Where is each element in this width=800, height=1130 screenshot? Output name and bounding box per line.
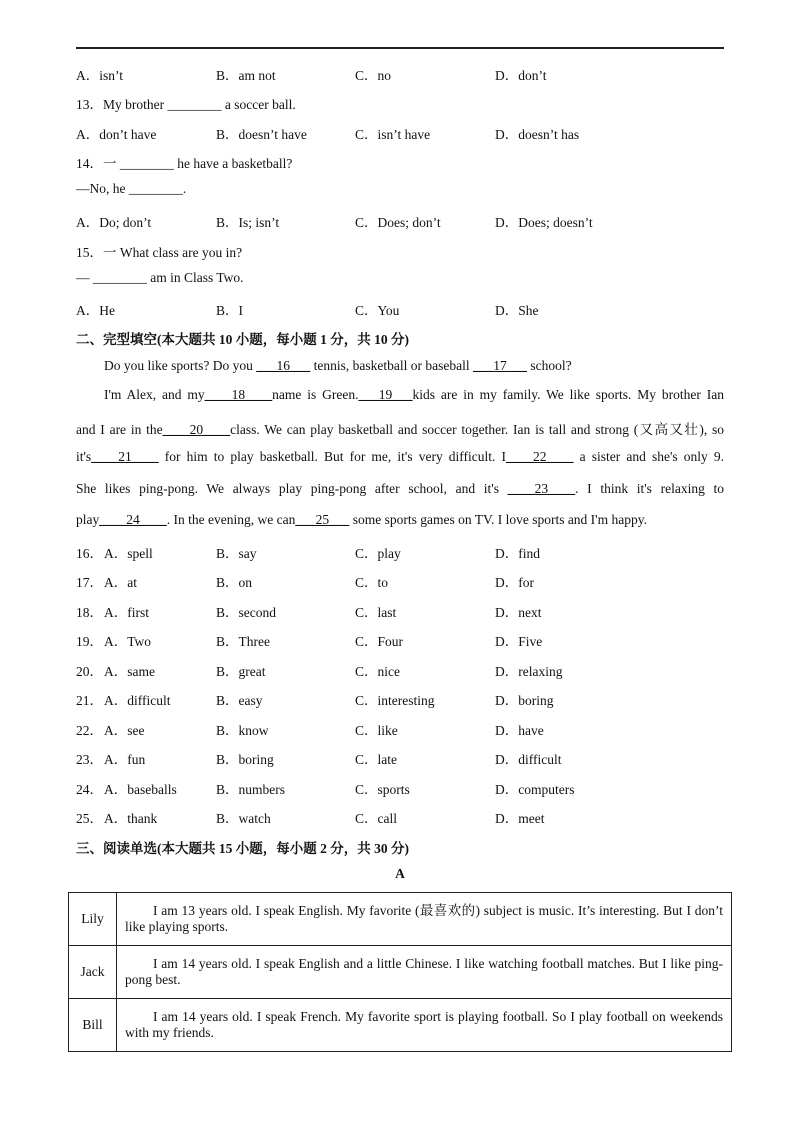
blank-17[interactable]: ___17___ — [472, 358, 527, 373]
cloze-option[interactable]: C．call — [355, 811, 397, 826]
cloze-option[interactable]: A．see — [104, 723, 145, 738]
cloze-option[interactable]: D．Five — [495, 634, 543, 649]
cloze-option[interactable]: B．boring — [216, 752, 274, 767]
cloze-option[interactable]: D．difficult — [495, 752, 562, 767]
cloze-item-number: 20． — [76, 664, 103, 679]
cloze-option[interactable]: D．boring — [495, 693, 554, 708]
q14-option-c[interactable]: C．Does; don’t — [355, 215, 441, 230]
q14-stem: 14．一 ________ he have a basketball? — [76, 156, 293, 171]
cloze-option[interactable]: A．difficult — [104, 693, 171, 708]
table-cell-name: Bill — [69, 999, 117, 1052]
cloze-item-number: 19． — [76, 634, 103, 649]
cloze-option[interactable]: C．play — [355, 546, 401, 561]
cloze-option[interactable]: C．sports — [355, 782, 410, 797]
cloze-option[interactable]: A．thank — [104, 811, 158, 826]
cloze-item-number: 18． — [76, 605, 103, 620]
q13-option-d[interactable]: D．doesn’t has — [495, 127, 580, 142]
q12-option-a[interactable]: A．isn’t — [76, 68, 124, 83]
cloze-item-number: 25． — [76, 811, 103, 826]
cloze-line-5: She likes ping-pong. We always play ping-pong after school, and it's ____23____. I think it's relaxing to — [76, 481, 725, 496]
cloze-option[interactable]: D．next — [495, 605, 542, 620]
cloze-option[interactable]: C．to — [355, 575, 389, 590]
q15-option-b[interactable]: B．I — [216, 303, 243, 318]
student-table — [68, 892, 732, 1052]
q15-stem-reply: — ________ am in Class Two. — [76, 270, 244, 285]
cloze-option[interactable]: B．on — [216, 575, 253, 590]
cloze-line-2: I'm Alex, and my____18____name is Green.___19___kids are in my family. We like sports. My brother Ian — [104, 387, 724, 402]
q13-option-a[interactable]: A．don’t have — [76, 127, 157, 142]
cloze-option[interactable]: A．baseballs — [104, 782, 177, 797]
cloze-item-number: 24． — [76, 782, 103, 797]
cloze-option[interactable]: C．last — [355, 605, 397, 620]
cloze-option[interactable]: C．nice — [355, 664, 400, 679]
q15-option-a[interactable]: A．He — [76, 303, 115, 318]
blank-25[interactable]: ___25___ — [295, 512, 350, 527]
table-cell-name: Jack — [69, 946, 117, 999]
cloze-item-number: 21． — [76, 693, 103, 708]
blank-16[interactable]: ___16___ — [256, 358, 311, 373]
table-cell-text: I am 14 years old. I speak English and a little Chinese. I like watching football matches. But I like ping-pong best. — [117, 946, 732, 999]
q12-option-d[interactable]: D．don’t — [495, 68, 547, 83]
cloze-option[interactable]: A．at — [104, 575, 137, 590]
blank-24[interactable]: ____24____ — [99, 512, 167, 527]
cloze-option[interactable]: B．numbers — [216, 782, 285, 797]
blank-18[interactable]: ____18____ — [204, 387, 273, 402]
cloze-option[interactable]: B．second — [216, 605, 276, 620]
q14-option-b[interactable]: B．Is; isn’t — [216, 215, 280, 230]
cloze-option[interactable]: B．watch — [216, 811, 271, 826]
cloze-line-3: and I are in the____20____class. We can play basketball and soccer together. Ian is tall and strong (又高又壮), so — [76, 422, 724, 437]
cloze-option[interactable]: B．great — [216, 664, 266, 679]
section2-heading: 二、完型填空(本大题共 10 小题，每小题 1 分，共 10 分) — [76, 332, 409, 347]
table-cell-name: Lily — [69, 893, 117, 946]
cloze-line-4: it's____21____ for him to play basketball. But for me, it's very difficult. I____22____ a sister and she's only 9. — [76, 449, 724, 464]
cloze-option[interactable]: B．easy — [216, 693, 263, 708]
cloze-option[interactable]: C．late — [355, 752, 397, 767]
cloze-option[interactable]: D．for — [495, 575, 534, 590]
cloze-option[interactable]: A．spell — [104, 546, 153, 561]
cloze-option[interactable]: B．Three — [216, 634, 270, 649]
cloze-option[interactable]: D．meet — [495, 811, 545, 826]
q12-option-c[interactable]: C．no — [355, 68, 392, 83]
q14-stem-reply: —No, he ________. — [76, 181, 187, 196]
cloze-option[interactable]: D．find — [495, 546, 540, 561]
cloze-line-6: play____24____. In the evening, we can___25___ some sports games on TV. I love sports and I'm happy. — [76, 512, 647, 527]
table-cell-text: I am 14 years old. I speak French. My favorite sport is playing football. So I play football on weekends with my friends. — [117, 999, 732, 1052]
q14-option-a[interactable]: A．Do; don’t — [76, 215, 152, 230]
q15-option-c[interactable]: C．You — [355, 303, 400, 318]
blank-23[interactable]: ____23____ — [507, 481, 576, 496]
q13-option-c[interactable]: C．isn’t have — [355, 127, 431, 142]
table-row — [69, 893, 732, 946]
blank-20[interactable]: ____20____ — [162, 422, 231, 437]
blank-22[interactable]: ____22____ — [506, 449, 574, 464]
blank-21[interactable]: ____21____ — [91, 449, 159, 464]
cloze-option[interactable]: B．say — [216, 546, 257, 561]
cloze-option[interactable]: A．same — [104, 664, 155, 679]
cloze-option[interactable]: C．interesting — [355, 693, 435, 708]
table-row — [69, 999, 732, 1052]
header-rule — [76, 47, 724, 49]
cloze-item-number: 22． — [76, 723, 103, 738]
q13-stem: 13．My brother ________ a soccer ball. — [76, 97, 296, 112]
cloze-option[interactable]: A．first — [104, 605, 149, 620]
cloze-option[interactable]: A．fun — [104, 752, 146, 767]
q14-option-d[interactable]: D．Does; doesn’t — [495, 215, 593, 230]
table-row — [69, 946, 732, 999]
cloze-option[interactable]: C．Four — [355, 634, 404, 649]
cloze-line-1: Do you like sports? Do you ___16___ tennis, basketball or baseball ___17___ school? — [104, 358, 572, 373]
section3-heading: 三、阅读单选(本大题共 15 小题，每小题 2 分，共 30 分) — [76, 841, 409, 856]
passage-title: A — [395, 866, 405, 881]
cloze-option[interactable]: D．have — [495, 723, 544, 738]
cloze-option[interactable]: D．relaxing — [495, 664, 563, 679]
cloze-option[interactable]: C．like — [355, 723, 398, 738]
q12-option-b[interactable]: B．am not — [216, 68, 276, 83]
cloze-item-number: 17． — [76, 575, 103, 590]
q13-option-b[interactable]: B．doesn’t have — [216, 127, 307, 142]
blank-19[interactable]: ___19___ — [358, 387, 413, 402]
q15-option-d[interactable]: D．She — [495, 303, 539, 318]
cloze-item-number: 23． — [76, 752, 103, 767]
q15-stem: 15．一 What class are you in? — [76, 245, 243, 260]
cloze-option[interactable]: B．know — [216, 723, 269, 738]
cloze-option[interactable]: A．Two — [104, 634, 152, 649]
table-cell-text: I am 13 years old. I speak English. My favorite (最喜欢的) subject is music. It’s interesting. But I don’t like playing sports. — [117, 893, 732, 946]
cloze-item-number: 16． — [76, 546, 103, 561]
cloze-option[interactable]: D．computers — [495, 782, 575, 797]
